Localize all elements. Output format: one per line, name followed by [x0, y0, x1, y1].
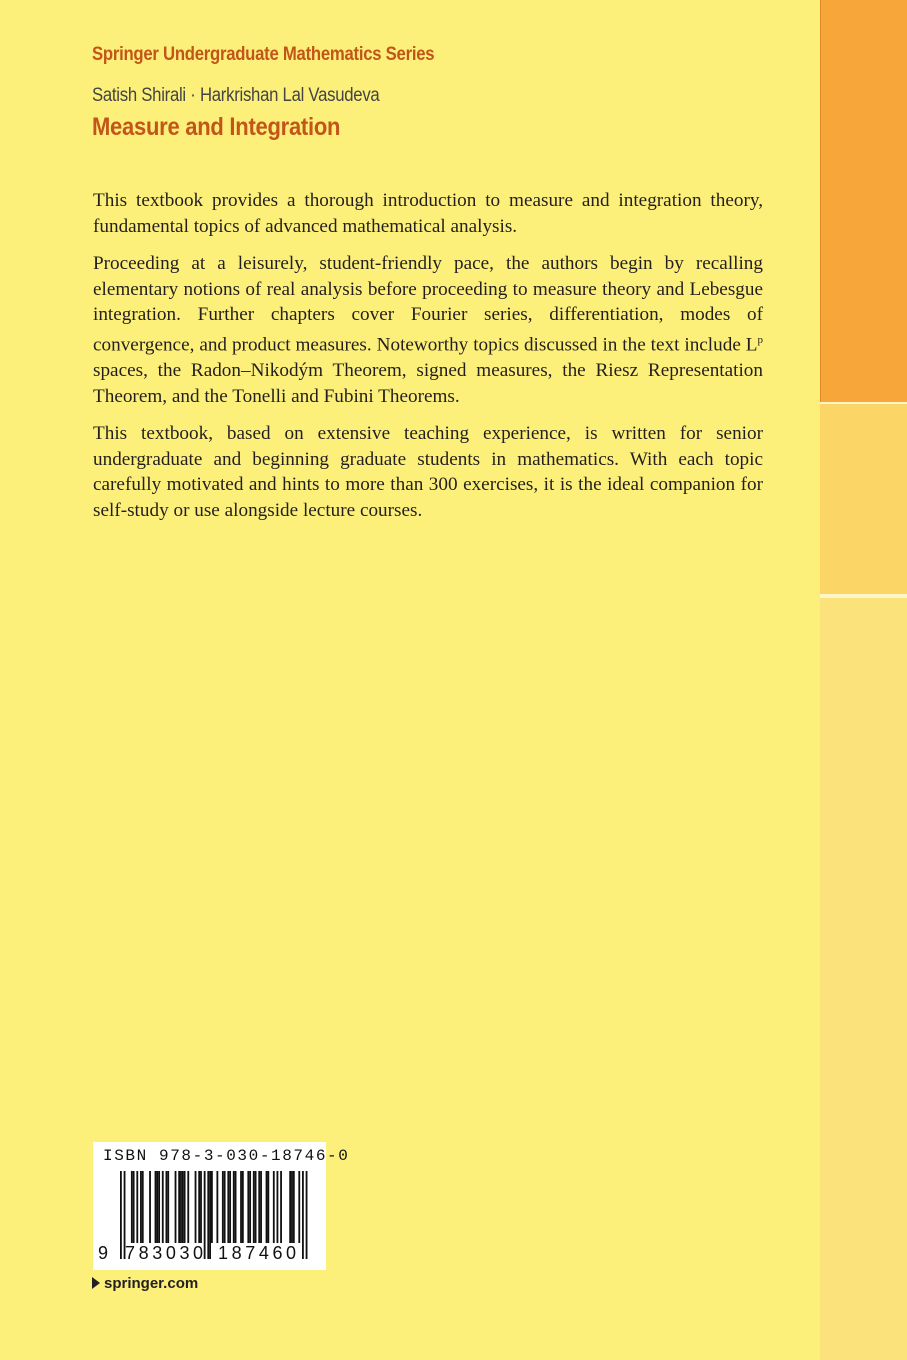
- barcode-bar: [180, 1171, 182, 1243]
- barcode-bar: [131, 1171, 133, 1243]
- barcode-bar: [207, 1171, 209, 1259]
- side-band-pale: [820, 598, 907, 1360]
- barcode-bar: [222, 1171, 224, 1243]
- barcode-bar: [258, 1171, 260, 1243]
- barcode-bar: [298, 1171, 300, 1243]
- publisher-website[interactable]: [92, 1275, 198, 1292]
- description-paragraph: [93, 251, 763, 409]
- barcode-bar: [156, 1171, 158, 1243]
- isbn-label: ISBN 978-3-030-18746-0: [103, 1147, 350, 1165]
- side-band-orange: [820, 0, 907, 402]
- barcode-bar: [167, 1171, 169, 1243]
- barcode-bar: [302, 1171, 304, 1259]
- barcode-bar: [267, 1171, 269, 1243]
- barcode-bar: [178, 1171, 180, 1243]
- barcode-bar: [242, 1171, 244, 1243]
- isbn-barcode: [93, 1142, 350, 1270]
- barcode-bar: [293, 1171, 295, 1243]
- barcode-bar: [175, 1171, 177, 1243]
- barcode-bar: [209, 1171, 211, 1259]
- description-paragraph: This textbook, based on extensive teaching experience, is written for senior undergraduate and beginning graduate students in mathematics. With each topic carefully motivated and hints to more than 300 exercises, it is the ideal companion for self-study or use alongside lecture courses.: [93, 423, 763, 521]
- paragraph-text: Proceeding at a leisurely, student-friendly pace, the authors begin by recalling elementary notions of real analysis before proceeding to measure theory and Lebesgue integration. Further chapters cover Fourier series, differentiation, modes of convergence, and product measures. Noteworthy topics discussed in the text include L: [93, 253, 763, 356]
- book-title: Measure and Integration: [92, 113, 341, 141]
- barcode-bar: [187, 1171, 189, 1243]
- barcode-bar: [184, 1171, 186, 1243]
- barcode-bar: [182, 1171, 184, 1243]
- ean-digits-right: 187460: [218, 1243, 300, 1263]
- barcode-bar: [140, 1171, 142, 1243]
- side-band-light: [820, 404, 907, 594]
- barcode-bar: [266, 1171, 268, 1243]
- barcode-bar: [211, 1171, 213, 1243]
- barcode-bar: [198, 1171, 200, 1243]
- barcode-bar: [277, 1171, 279, 1243]
- barcode-bar: [142, 1171, 144, 1243]
- barcode-bar: [158, 1171, 160, 1243]
- barcode-bar: [120, 1171, 122, 1259]
- barcode-bar: [240, 1171, 242, 1243]
- ean-digits-left: 783030: [125, 1243, 207, 1263]
- barcode-bar: [227, 1171, 229, 1243]
- series-name: Springer Undergraduate Mathematics Series: [92, 44, 435, 65]
- barcode-bar: [260, 1171, 262, 1243]
- description-paragraph: This textbook provides a thorough introduction to measure and integration theory, fundamental topics of advanced mathematical analysis.: [93, 190, 763, 237]
- barcode-bar: [149, 1171, 151, 1243]
- barcode-bar: [195, 1171, 197, 1243]
- description: [93, 188, 763, 536]
- barcode-bar: [133, 1171, 135, 1243]
- barcode-bar: [280, 1171, 282, 1243]
- barcode-bar: [162, 1171, 164, 1243]
- barcode-bar: [249, 1171, 251, 1243]
- barcode-bar: [291, 1171, 293, 1243]
- superscript: p: [757, 333, 763, 346]
- barcode-bar: [306, 1171, 308, 1259]
- barcode-bar: [136, 1171, 138, 1243]
- barcode-bar: [216, 1171, 218, 1243]
- barcode-bar: [200, 1171, 202, 1243]
- barcode-bar: [229, 1171, 231, 1243]
- barcode-bar: [166, 1171, 168, 1243]
- website-label: springer.com: [104, 1275, 199, 1292]
- barcode-bar: [247, 1171, 249, 1243]
- barcode-bar: [233, 1171, 235, 1243]
- barcode-bar: [255, 1171, 257, 1243]
- barcode-bar: [155, 1171, 157, 1243]
- barcode-bar: [235, 1171, 237, 1243]
- barcode-bar: [289, 1171, 291, 1243]
- authors: Satish Shirali · Harkrishan Lal Vasudeva: [92, 85, 380, 106]
- barcode-bar: [224, 1171, 226, 1243]
- barcode-bar: [253, 1171, 255, 1243]
- barcode-bar: [273, 1171, 275, 1243]
- ean-digit: 9: [98, 1243, 109, 1263]
- arrow-right-icon: [92, 1277, 100, 1289]
- paragraph-text: spaces, the Radon–Nikodým Theorem, signed measures, the Riesz Representation Theorem, and the Tonelli and Fubini Theorems.: [93, 359, 763, 407]
